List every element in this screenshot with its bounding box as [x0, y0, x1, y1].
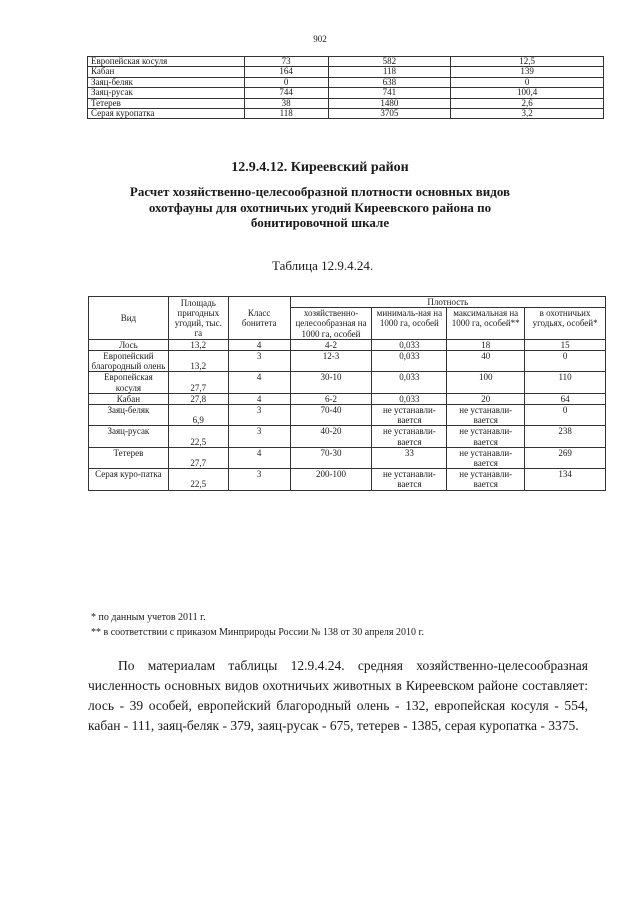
footnote: * по данным учетов 2011 г. — [91, 612, 206, 623]
table-cell: 744 — [244, 88, 328, 98]
table-cell: 2,6 — [451, 98, 604, 108]
cell-area: 22,5 — [168, 426, 228, 447]
table-cell: Тетерев — [88, 98, 245, 108]
table-cell: Кабан — [88, 67, 245, 77]
cell-species: Тетерев — [89, 447, 169, 468]
cell-class: 3 — [228, 405, 290, 426]
cell-actual: 269 — [525, 447, 606, 468]
header-max: максимальная на 1000 га, особей** — [447, 308, 525, 340]
cell-max: не устанавли-вается — [447, 469, 525, 490]
header-area: Площадь пригодных угодий, тыс. га — [168, 297, 228, 340]
cell-actual: 0 — [525, 351, 606, 372]
table-row — [88, 67, 604, 77]
cell-min: не устанавли-вается — [372, 469, 447, 490]
cell-class: 3 — [228, 351, 290, 372]
cell-area: 27,8 — [168, 393, 228, 404]
density-table-body — [89, 339, 606, 490]
top-table — [87, 56, 604, 119]
cell-max: 100 — [447, 372, 525, 393]
header-density: Плотность — [290, 297, 605, 308]
table-cell: Европейская косуля — [88, 57, 245, 67]
table-cell: 118 — [244, 109, 328, 119]
table-cell: 139 — [451, 67, 604, 77]
cell-min: 0,033 — [372, 372, 447, 393]
cell-max: не устанавли-вается — [447, 426, 525, 447]
cell-area: 27,7 — [168, 447, 228, 468]
paragraph-text: По материалам таблицы 12.9.4.24. средняя хозяйственно-целесообразная численность основных видов охотничьих животных в Киреевском районе составляет: лось - 39 особей, европейский благородный олень - 132, европейская косуля - 554, кабан - 111, заяц-беляк - 379, заяц-русак - 675, тетерев - 1385, серая куропатка - 3375. — [88, 658, 588, 733]
cell-species: Европейская косуля — [89, 372, 169, 393]
table-row — [88, 98, 604, 108]
table-row — [89, 372, 606, 393]
table-cell: 3705 — [328, 109, 451, 119]
table-row — [89, 447, 606, 468]
table-cell: 582 — [328, 57, 451, 67]
cell-area: 27,7 — [168, 372, 228, 393]
table-cell: 638 — [328, 77, 451, 87]
cell-area: 13,2 — [168, 339, 228, 350]
table-caption: Таблица 12.9.4.24. — [272, 258, 374, 273]
table-row — [88, 109, 604, 119]
cell-max: не устанавли-вается — [447, 447, 525, 468]
header-species: Вид — [89, 297, 169, 340]
header-actual: в охотничьих угодьях, особей* — [525, 308, 606, 340]
table-row — [88, 57, 604, 67]
table-row — [88, 77, 604, 87]
top-table-body — [88, 57, 604, 119]
cell-min: не устанавли-вается — [372, 405, 447, 426]
cell-actual: 64 — [525, 393, 606, 404]
footnote: ** в соответствии с приказом Минприроды России № 138 от 30 апреля 2010 г. — [91, 627, 424, 638]
cell-class: 4 — [228, 393, 290, 404]
cell-min: 0,033 — [372, 351, 447, 372]
cell-economic: 12-3 — [290, 351, 372, 372]
table-cell: 164 — [244, 67, 328, 77]
page-number: 902 — [313, 34, 327, 44]
cell-min: 0,033 — [372, 393, 447, 404]
cell-actual: 238 — [525, 426, 606, 447]
table-cell: 73 — [244, 57, 328, 67]
cell-min: 0,033 — [372, 339, 447, 350]
table-row — [89, 393, 606, 404]
section-heading: 12.9.4.12. Киреевский район — [231, 160, 409, 175]
cell-actual: 15 — [525, 339, 606, 350]
cell-class: 3 — [228, 469, 290, 490]
table-cell: 0 — [244, 77, 328, 87]
table-cell: 38 — [244, 98, 328, 108]
table-cell: Серая куропатка — [88, 109, 245, 119]
cell-class: 4 — [228, 447, 290, 468]
table-cell: 3,2 — [451, 109, 604, 119]
table-row — [89, 469, 606, 490]
table-cell: 741 — [328, 88, 451, 98]
cell-min: не устанавли-вается — [372, 426, 447, 447]
header-min: минималь-ная на 1000 га, особей — [372, 308, 447, 340]
cell-max: не устанавли-вается — [447, 405, 525, 426]
cell-actual: 110 — [525, 372, 606, 393]
cell-economic: 70-40 — [290, 405, 372, 426]
cell-max: 20 — [447, 393, 525, 404]
cell-max: 40 — [447, 351, 525, 372]
cell-species: Кабан — [89, 393, 169, 404]
cell-species: Серая куро-патка — [89, 469, 169, 490]
cell-economic: 6-2 — [290, 393, 372, 404]
table-row — [89, 339, 606, 350]
cell-species: Лось — [89, 339, 169, 350]
cell-area: 6,9 — [168, 405, 228, 426]
cell-economic: 30-10 — [290, 372, 372, 393]
table-row — [89, 426, 606, 447]
table-row — [88, 88, 604, 98]
cell-economic: 200-100 — [290, 469, 372, 490]
cell-class: 4 — [228, 339, 290, 350]
density-table — [88, 296, 606, 491]
cell-species: Европейский благородный олень — [89, 351, 169, 372]
table-cell: 100,4 — [451, 88, 604, 98]
cell-economic: 70-30 — [290, 447, 372, 468]
table-row — [89, 405, 606, 426]
cell-max: 18 — [447, 339, 525, 350]
cell-species: Заяц-беляк — [89, 405, 169, 426]
table-cell: 118 — [328, 67, 451, 77]
table-cell: 0 — [451, 77, 604, 87]
cell-class: 3 — [228, 426, 290, 447]
header-class: Класс бонитета — [228, 297, 290, 340]
table-cell: 1480 — [328, 98, 451, 108]
subheading: Расчет хозяйственно-целесообразной плотности основных видов охотфауны для охотничьих угодий Киреевского района по бонитировочной шкале — [129, 184, 511, 230]
cell-class: 4 — [228, 372, 290, 393]
summary-paragraph — [88, 656, 588, 736]
cell-min: 33 — [372, 447, 447, 468]
cell-species: Заяц-русак — [89, 426, 169, 447]
cell-area: 13,2 — [168, 351, 228, 372]
cell-economic: 4-2 — [290, 339, 372, 350]
cell-economic: 40-20 — [290, 426, 372, 447]
cell-area: 22,5 — [168, 469, 228, 490]
table-cell: 12,5 — [451, 57, 604, 67]
table-cell: Заяц-беляк — [88, 77, 245, 87]
table-cell: Заяц-русак — [88, 88, 245, 98]
header-economic: хозяйственно-целесообразная на 1000 га, особей — [290, 308, 372, 340]
table-row — [89, 351, 606, 372]
cell-actual: 134 — [525, 469, 606, 490]
cell-actual: 0 — [525, 405, 606, 426]
